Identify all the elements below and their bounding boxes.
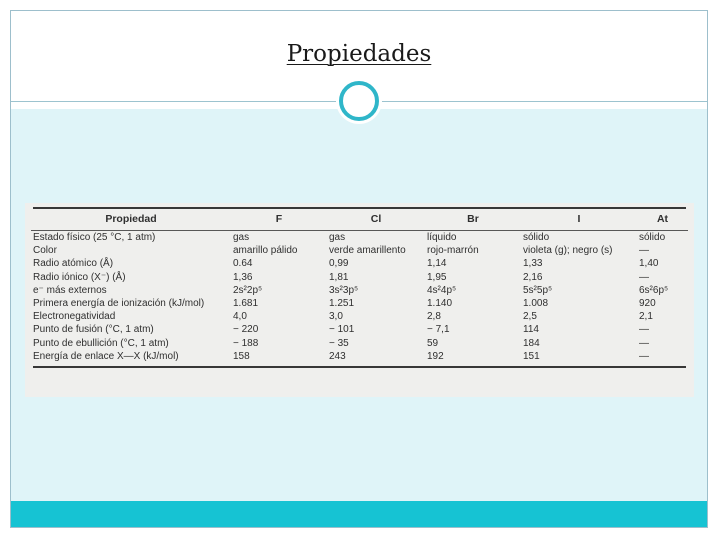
value-cell-br: 1,95 [427,271,447,283]
value-cell-at: — [639,271,649,283]
value-cell-br: 1.140 [427,298,453,310]
column-header: Propiedad [105,213,157,225]
value-cell-at: — [639,324,649,336]
value-cell-at: 2,1 [639,311,653,323]
value-cell-f: − 188 [233,337,259,349]
table-row [31,271,688,284]
value-cell-i: 184 [523,337,540,349]
value-cell-cl: 1,81 [329,271,349,283]
value-cell-at: 6s²6p⁵ [639,284,669,296]
value-cell-at: — [639,245,649,257]
property-label-cell: e⁻ más externos [33,284,107,296]
value-cell-cl: 0,99 [329,258,349,270]
value-cell-br: 2,8 [427,311,441,323]
property-label-cell: Electronegatividad [33,311,116,323]
value-cell-at: — [639,337,649,349]
value-cell-cl: 3s²3p⁵ [329,284,359,296]
property-label-cell: Color [33,245,57,257]
value-cell-f: 1,36 [233,271,253,283]
value-cell-i: 114 [523,324,539,336]
value-cell-at: — [639,350,649,362]
value-cell-i: 151 [523,350,540,362]
properties-table [31,209,688,363]
value-cell-f: 1.681 [233,298,259,310]
value-cell-cl: 1.251 [329,298,355,310]
table-row [31,257,688,270]
value-cell-cl: verde amarillento [329,245,406,257]
property-label-cell: Radio atómico (Å) [33,258,114,270]
property-label-cell: Estado físico (25 °C, 1 atm) [33,232,156,243]
value-cell-cl: − 101 [329,324,355,336]
value-cell-br: 192 [427,350,444,362]
column-header: At [656,213,669,225]
value-cell-br: − 7,1 [427,324,450,336]
value-cell-at: 1,40 [639,258,659,270]
value-cell-br: 4s²4p⁵ [427,284,457,296]
value-cell-f: 4,0 [233,311,247,323]
property-label-cell: Punto de fusión (°C, 1 atm) [33,324,154,336]
value-cell-i: 1,33 [523,258,543,270]
value-cell-br: 59 [427,337,439,349]
value-cell-cl: 243 [329,350,346,362]
value-cell-br: rojo-marrón [427,245,479,257]
value-cell-f: 2s²2p⁵ [233,284,263,296]
column-header: Br [467,213,479,225]
decorative-circle-icon [339,81,379,121]
footer-accent-bar [11,501,707,527]
value-cell-at: 920 [639,298,656,310]
property-label-cell: Punto de ebullición (°C, 1 atm) [33,337,169,349]
table-header-row [31,209,688,231]
value-cell-br: líquido [427,232,457,243]
table-row [31,284,688,297]
column-header: I [577,213,581,225]
value-cell-f: amarillo pálido [233,245,298,257]
table-row [31,350,688,363]
value-cell-br: 1,14 [427,258,447,270]
value-cell-cl: 3,0 [329,311,343,323]
property-label-cell: Primera energía de ionización (kJ/mol) [33,298,205,310]
value-cell-i: sólido [523,232,550,243]
value-cell-cl: − 35 [329,337,349,349]
table-row [31,244,688,257]
value-cell-cl: gas [329,232,346,243]
property-label-cell: Radio iónico (X⁻) (Å) [33,271,126,283]
value-cell-i: 2,5 [523,311,537,323]
slide-title: Propiedades [286,41,432,67]
slide-frame [10,10,708,528]
value-cell-f: − 220 [233,324,259,336]
value-cell-i: 1.008 [523,298,549,310]
value-cell-f: gas [233,232,250,243]
table-row [31,337,688,350]
table-row [31,323,688,336]
column-header: Cl [370,213,382,225]
value-cell-i: 2,16 [523,271,543,283]
table-row [31,231,688,245]
value-cell-i: 5s²5p⁵ [523,284,553,296]
property-label-cell: Energía de enlace X—X (kJ/mol) [33,350,179,362]
value-cell-at: sólido [639,232,666,243]
properties-table-image [25,203,694,397]
value-cell-i: violeta (g); negro (s) [523,245,613,257]
table-row [31,310,688,323]
value-cell-f: 158 [233,350,250,362]
table-bottom-rule [33,366,686,368]
table-row [31,297,688,310]
value-cell-f: 0.64 [233,258,253,270]
column-header: F [275,213,283,225]
